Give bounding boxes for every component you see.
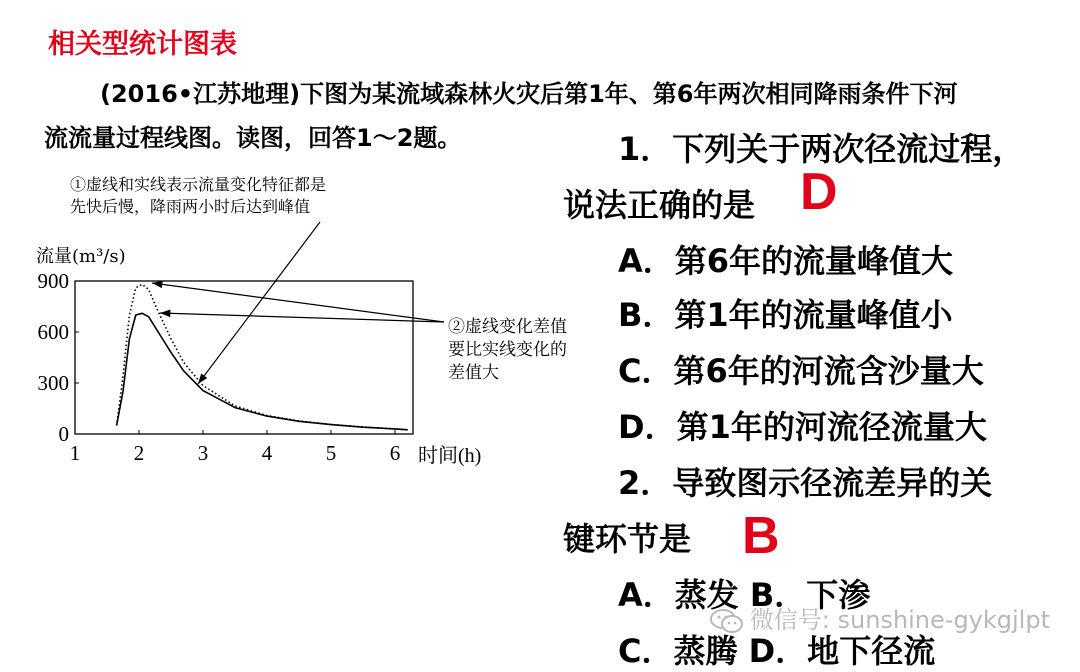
arrow-to-solid-peak — [160, 313, 444, 322]
solid-series-line — [117, 313, 408, 430]
x-tick-label: 6 — [389, 441, 401, 465]
x-tick-label: 2 — [133, 441, 145, 465]
annotation-arrows — [152, 222, 444, 384]
question-1-option-a: A．第6年的流量峰值大 — [618, 242, 954, 280]
y-tick-label: 0 — [58, 422, 69, 446]
arrow-to-dotted-peak-head — [152, 281, 163, 288]
annotation-1-line2: 先快后慢，降雨两小时后达到峰值 — [70, 197, 311, 216]
y-tick-label: 900 — [37, 269, 69, 293]
question-1-stem-line2: 说法正确的是 — [563, 186, 756, 224]
annotation-2-line3: 差值大 — [448, 363, 499, 383]
dotted-series-line — [117, 284, 408, 429]
runoff-hydrograph-chart — [0, 0, 560, 500]
question-1-option-c: C．第6年的河流含沙量大 — [618, 352, 984, 390]
y-tick-label: 300 — [37, 371, 69, 395]
annotation-2-line1: ②虚线变化差值 — [448, 317, 567, 337]
y-tick-label: 600 — [37, 320, 69, 344]
wechat-watermark — [710, 600, 1050, 635]
watermark-text: 微信号: sunshine-gykgjlpt — [749, 606, 1050, 634]
section-title: 相关型统计图表 — [48, 29, 237, 60]
arrow-to-solid-peak-head — [160, 310, 170, 318]
question-1-answer: D — [800, 163, 838, 221]
question-2-options-row1: A．蒸发 B．下渗 — [618, 576, 871, 614]
question-intro-line2: 流流量过程线图。读图，回答1～2题。 — [44, 124, 462, 152]
x-tick-label: 1 — [69, 441, 81, 465]
question-2-stem-line1: 2．导致图示径流差异的关 — [618, 464, 993, 502]
wechat-icon — [710, 608, 744, 634]
chart-ticks — [38, 269, 482, 467]
x-axis-title: 时间(h) — [418, 445, 482, 467]
x-tick-label: 5 — [325, 441, 337, 465]
question-1-stem-line1: 1．下列关于两次径流过程， — [618, 130, 1025, 168]
question-1-option-b: B．第1年的流量峰值小 — [618, 296, 953, 334]
annotation-2-line2: 要比实线变化的 — [448, 340, 567, 360]
question-2-stem-line2: 键环节是 — [563, 520, 692, 558]
question-2-options-row2: C．蒸腾 D．地下径流 — [618, 632, 936, 670]
arrow-to-dotted-peak — [152, 283, 444, 322]
arrow-to-curve-decline-head — [198, 373, 207, 384]
question-intro-line1: (2016•江苏地理)下图为某流域森林火灾后第1年、第6年两次相同降雨条件下河 — [100, 80, 958, 108]
x-tick-label: 3 — [197, 441, 209, 465]
y-axis-title: 流量(m³/s) — [36, 246, 126, 267]
question-1-option-d: D．第1年的河流径流量大 — [618, 408, 987, 446]
x-tick-label: 4 — [261, 441, 273, 465]
chart-series — [117, 284, 408, 429]
question-2-answer: B — [742, 507, 780, 565]
annotation-1-line1: ①虚线和实线表示流量变化特征都是 — [70, 175, 327, 194]
